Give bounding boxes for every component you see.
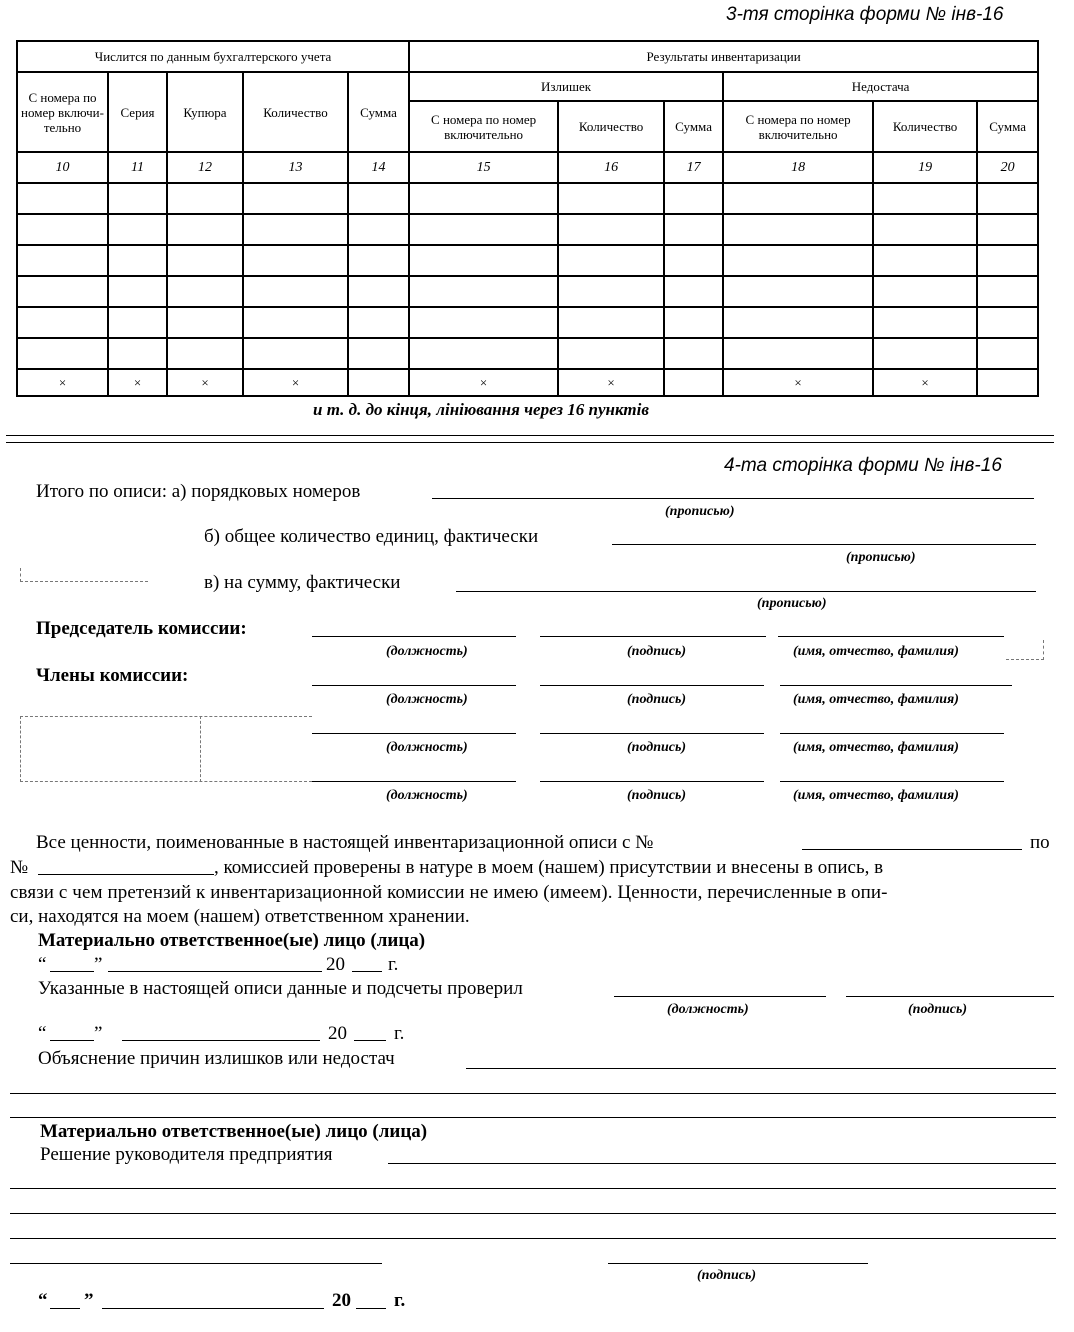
date3-day-line[interactable] [50, 1308, 80, 1309]
col-shortage-qty: Количество [873, 101, 977, 152]
cross-cell: × [558, 369, 664, 396]
member1-signature-line[interactable] [540, 685, 764, 686]
scan-artifact [200, 716, 201, 782]
total-b-line[interactable] [612, 544, 1036, 545]
table-row [17, 183, 1038, 214]
member1-name-line[interactable] [780, 685, 1012, 686]
date2-close-quote: ” [94, 1023, 103, 1044]
page4-header: 4-та сторінка форми № інв-16 [724, 455, 1002, 476]
table-row [17, 214, 1038, 245]
member3-signature-line[interactable] [540, 781, 764, 782]
col-surplus-sum: Сумма [664, 101, 723, 152]
cross-cell: × [167, 369, 243, 396]
decision-line3[interactable] [10, 1213, 1056, 1214]
para-line1 [36, 832, 653, 854]
para-word-to: по [1030, 832, 1050, 853]
scan-artifact [1006, 640, 1044, 660]
member2-position-line[interactable] [312, 733, 516, 734]
column-number: 10 [17, 152, 108, 183]
date3-open-quote: “ [38, 1290, 48, 1311]
caption-position: (должность) [386, 644, 468, 659]
caption-position: (должность) [386, 692, 468, 707]
caption-signature: (подпись) [627, 692, 687, 707]
checked-label: Указанные в настоящей описи данные и подсчеты проверил [38, 978, 523, 999]
to-number-line[interactable] [38, 874, 214, 875]
column-number-row [17, 152, 1038, 183]
caption-signature: (подпись) [627, 740, 687, 755]
explanation-line3[interactable] [10, 1117, 1056, 1118]
scan-artifact [20, 716, 312, 782]
cross-cell: × [17, 369, 108, 396]
members-label: Члены комиссии: [36, 665, 189, 686]
empty-cell [977, 369, 1038, 396]
caption-in-words: (прописью) [757, 596, 827, 611]
date3-month-line[interactable] [102, 1308, 324, 1309]
member3-position-line[interactable] [312, 781, 516, 782]
header-results: Результаты инвентаризации [409, 41, 1038, 72]
total-b-label: б) общее количество единиц, фактически [204, 526, 539, 547]
decision-label: Решение руководителя предприятия [40, 1144, 333, 1165]
page-separator [6, 442, 1054, 443]
decision-line4[interactable] [10, 1238, 1056, 1239]
table-row [17, 307, 1038, 338]
page-separator [6, 435, 1054, 436]
column-number: 16 [558, 152, 664, 183]
caption-in-words: (прописью) [665, 504, 735, 519]
date2-year-line[interactable] [354, 1040, 386, 1041]
date3-close-quote: ” [84, 1290, 94, 1311]
col-sum: Сумма [348, 72, 409, 152]
member2-name-line[interactable] [780, 733, 1004, 734]
caption-position: (должность) [667, 1002, 749, 1017]
empty-cell [664, 369, 723, 396]
caption-in-words: (прописью) [846, 550, 916, 565]
page3-header: 3-тя сторінка форми № інв-16 [726, 4, 1004, 25]
para-number-sign: № [10, 857, 29, 878]
para-line4: си, находятся на моем (нашем) ответственном хранении. [10, 906, 470, 927]
date-year-suffix: г. [388, 954, 399, 975]
date2-open-quote: “ [38, 1023, 47, 1044]
cross-cell: × [873, 369, 977, 396]
caption-position: (должность) [386, 740, 468, 755]
para-line2: , комиссией проверены в натуре в моем (нашем) присутствии и внесены в опись, в [214, 857, 884, 878]
inventory-table [16, 40, 1039, 397]
col-denomination: Купюра [167, 72, 243, 152]
date3-year-line[interactable] [356, 1308, 386, 1309]
explanation-label: Объяснение причин излишков или недостач [38, 1048, 395, 1069]
date2-month-line[interactable] [122, 1040, 320, 1041]
decision-line2[interactable] [10, 1188, 1056, 1189]
total-c-label: в) на сумму, фактически [204, 572, 401, 593]
column-number: 12 [167, 152, 243, 183]
caption-name: (имя, отчество, фамилия) [793, 644, 959, 659]
date3-year-prefix: 20 [332, 1290, 351, 1311]
member3-name-line[interactable] [780, 781, 1004, 782]
checker-signature-line[interactable] [846, 996, 1054, 997]
empty-cell [348, 369, 409, 396]
column-number: 19 [873, 152, 977, 183]
column-number: 18 [723, 152, 873, 183]
date-year-prefix: 20 [326, 954, 345, 975]
decision-line5[interactable] [10, 1263, 382, 1264]
column-number: 14 [348, 152, 409, 183]
col-quantity: Количество [243, 72, 348, 152]
table-row [17, 276, 1038, 307]
cross-cell: × [723, 369, 873, 396]
table-note: и т. д. до кінця, лініювання через 16 пунктів [313, 400, 649, 419]
cross-cell: × [409, 369, 558, 396]
table-row [17, 245, 1038, 276]
caption-name: (имя, отчество, фамилия) [793, 788, 959, 803]
date-year-line[interactable] [352, 971, 382, 972]
header-accounting: Числится по данным бухгалтерского учета [17, 41, 409, 72]
caption-signature: (подпись) [627, 788, 687, 803]
date2-year-suffix: г. [394, 1023, 405, 1044]
date-close-quote: ” [94, 954, 103, 975]
para-line3: связи с чем претензий к инвентаризационной комиссии не имею (имеем). Ценности, перечисленные в опи- [10, 882, 888, 903]
chairman-label: Председатель комиссии: [36, 618, 247, 639]
table-row-totals [17, 369, 1038, 396]
caption-name: (имя, отчество, фамилия) [793, 692, 959, 707]
responsible-label: Материально ответственное(ые) лицо (лица) [38, 930, 426, 951]
chairman-name-line[interactable] [778, 636, 1004, 637]
member1-position-line[interactable] [312, 685, 516, 686]
chairman-signature-line[interactable] [540, 636, 766, 637]
column-number: 11 [108, 152, 167, 183]
chairman-position-line[interactable] [312, 636, 516, 637]
caption-name: (имя, отчество, фамилия) [793, 740, 959, 755]
director-signature-line[interactable] [608, 1263, 868, 1264]
cross-cell: × [243, 369, 348, 396]
col-shortage-from: С номера по номер включительно [723, 101, 873, 152]
decision-line1[interactable] [388, 1163, 1056, 1164]
scan-artifact [20, 568, 148, 582]
cross-cell: × [108, 369, 167, 396]
total-a-label: Итого по описи: а) порядковых номеров [36, 481, 361, 502]
column-number: 20 [977, 152, 1038, 183]
header-shortage: Недостача [723, 72, 1038, 101]
col-surplus-from: С номера по номер включительно [409, 101, 558, 152]
column-number: 13 [243, 152, 348, 183]
header-surplus: Излишек [409, 72, 723, 101]
date2-day-line[interactable] [50, 1040, 94, 1041]
total-a-line[interactable] [432, 498, 1034, 499]
explanation-line1[interactable] [466, 1068, 1056, 1069]
checker-position-line[interactable] [614, 996, 826, 997]
member2-signature-line[interactable] [540, 733, 764, 734]
col-from-number: С номера по номер включи-тельно [17, 72, 108, 152]
explanation-line2[interactable] [10, 1093, 1056, 1094]
caption-signature: (подпись) [697, 1268, 757, 1283]
column-number: 15 [409, 152, 558, 183]
from-number-line[interactable] [802, 849, 1022, 850]
col-surplus-qty: Количество [558, 101, 664, 152]
caption-signature: (подпись) [908, 1002, 968, 1017]
date-month-line[interactable] [108, 971, 322, 972]
date3-year-suffix: г. [394, 1290, 406, 1311]
caption-position: (должность) [386, 788, 468, 803]
date2-year-prefix: 20 [328, 1023, 347, 1044]
column-number: 17 [664, 152, 723, 183]
col-series: Серия [108, 72, 167, 152]
date-day-line[interactable] [50, 971, 94, 972]
caption-signature: (подпись) [627, 644, 687, 659]
total-c-line[interactable] [456, 591, 1036, 592]
para-text: Все ценности, поименованные в настоящей инвентаризационной описи с № [36, 832, 654, 853]
date-open-quote: “ [38, 954, 47, 975]
col-shortage-sum: Сумма [977, 101, 1038, 152]
responsible2-label: Материально ответственное(ые) лицо (лица) [40, 1121, 428, 1142]
table-row [17, 338, 1038, 369]
